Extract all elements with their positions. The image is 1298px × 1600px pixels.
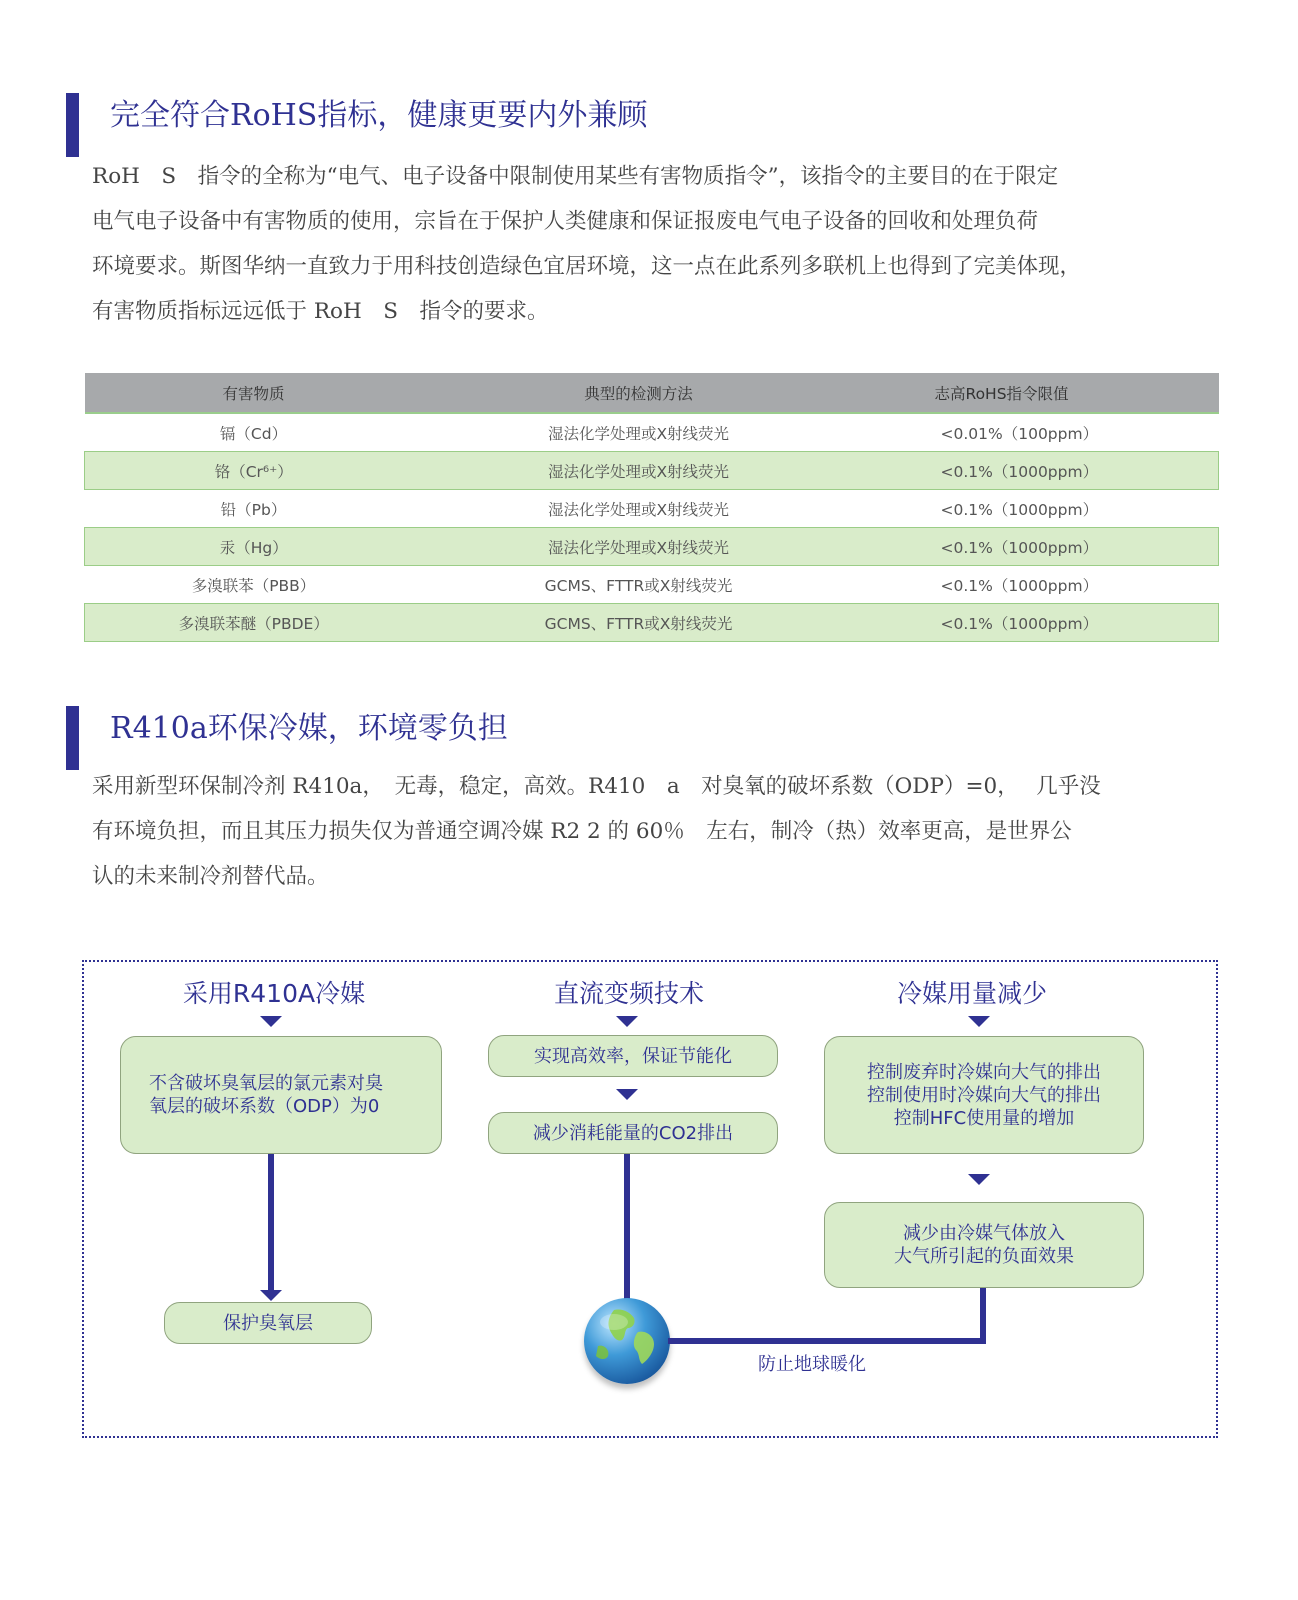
- cell-method: 湿法化学处理或X射线荧光: [547, 500, 730, 519]
- rohs-paragraph: [92, 154, 1202, 334]
- benefit-flow-diagram: [82, 960, 1218, 1438]
- paragraph-line: 有害物质指标远远低于 RoH S 指令的要求。: [92, 299, 549, 324]
- cell-limit: <0.01%（100ppm）: [940, 424, 1099, 443]
- paragraph-line: 采用新型环保制冷剂 R410a， 无毒，稳定，高效。R410 a 对臭氧的破坏系数（ODP）=0， 几乎没: [92, 774, 1101, 799]
- column-heading-r410a: 采用R410A冷媒: [182, 979, 366, 1008]
- box-line: 不含破坏臭氧层的氯元素对臭: [149, 1073, 383, 1094]
- box-label: 减少消耗能量的CO2排出: [532, 1122, 734, 1144]
- table-row: [85, 490, 1219, 528]
- table-row: [85, 528, 1219, 566]
- cell-method: 湿法化学处理或X射线荧光: [547, 424, 730, 443]
- box-line: 大气所引起的负面效果: [894, 1246, 1074, 1267]
- box-line: 控制HFC使用量的增加: [893, 1107, 1075, 1129]
- cell-substance: 多溴联苯（PBB）: [191, 576, 316, 595]
- cell-method: 湿法化学处理或X射线荧光: [423, 452, 855, 490]
- header-substance: 有害物质: [85, 373, 423, 413]
- paragraph-line: 环境要求。斯图华纳一直致力于用科技创造绿色宜居环境，这一点在此系列多联机上也得到了完美体现，: [92, 254, 1082, 279]
- box-line: 氧层的破坏系数（ODP）为0: [149, 1096, 380, 1117]
- column-heading-less-refrigerant: 冷媒用量减少: [896, 979, 1047, 1008]
- negative-effect-box: [824, 1202, 1144, 1288]
- co2-box: [488, 1112, 778, 1154]
- section-title-r410a: R410a环保冷媒，环境零负担: [110, 711, 508, 746]
- earth-globe-icon: [584, 1298, 670, 1384]
- cell-limit: <0.1%（1000ppm）: [940, 500, 1099, 519]
- column-heading-dc-inverter: 直流变频技术: [553, 979, 704, 1008]
- cell-substance: 镉（Cd）: [219, 424, 288, 443]
- cell-limit: <0.1%（1000ppm）: [855, 528, 1219, 566]
- r410a-paragraph: [92, 764, 1202, 899]
- cell-substance: 铬（Cr⁶⁺）: [85, 452, 423, 490]
- table-row: [85, 413, 1219, 452]
- table-row: [85, 604, 1219, 642]
- header-limit: 志高RoHS指令限值: [855, 373, 1219, 413]
- cell-limit: <0.1%（1000ppm）: [855, 452, 1219, 490]
- emission-control-box: [824, 1036, 1144, 1154]
- arrow-down-icon: [260, 1016, 282, 1027]
- table-header-row: [85, 373, 1219, 413]
- connector-line: [980, 1288, 986, 1344]
- cell-limit: <0.1%（1000ppm）: [940, 576, 1099, 595]
- box-line: 控制废弃时冷媒向大气的排出: [867, 1061, 1101, 1083]
- box-label: 实现高效率，保证节能化: [534, 1045, 732, 1067]
- box-label: 保护臭氧层: [223, 1312, 313, 1334]
- arrow-down-icon: [968, 1174, 990, 1185]
- cell-method: GCMS、FTTR或X射线荧光: [544, 576, 733, 595]
- paragraph-line: 有环境负担，而且其压力损失仅为普通空调冷媒 R2 2 的 60％ 左右，制冷（热）效率更高，是世界公: [92, 819, 1072, 844]
- table-row: [85, 566, 1219, 604]
- paragraph-line: 电气电子设备中有害物质的使用，宗旨在于保护人类健康和保证报废电气电子设备的回收和处理负荷: [92, 209, 1039, 234]
- arrow-down-icon: [616, 1016, 638, 1027]
- connector-line: [668, 1338, 986, 1344]
- efficiency-box: [488, 1035, 778, 1077]
- box-line: 控制使用时冷媒向大气的排出: [867, 1084, 1101, 1106]
- section-marker-bar: [66, 706, 79, 770]
- connector-line: [268, 1154, 274, 1294]
- paragraph-line: RoH S 指令的全称为“电气、电子设备中限制使用某些有害物质指令”，该指令的主要目的在于限定: [92, 164, 1059, 189]
- header-method: 典型的检测方法: [423, 373, 855, 413]
- arrow-down-icon: [260, 1290, 282, 1301]
- protect-ozone-box: [164, 1302, 372, 1344]
- connector-line: [624, 1154, 630, 1302]
- table-row: [85, 452, 1219, 490]
- odp-info-box: [120, 1036, 442, 1154]
- paragraph-line: 认的未来制冷剂替代品。: [92, 864, 329, 889]
- cell-substance: 多溴联苯醚（PBDE）: [85, 604, 423, 642]
- arrow-down-icon: [968, 1016, 990, 1027]
- section-title-rohs: 完全符合RoHS指标，健康更要内外兼顾: [110, 98, 648, 133]
- cell-limit: <0.1%（1000ppm）: [855, 604, 1219, 642]
- rohs-limit-table: [84, 373, 1219, 642]
- cell-substance: 汞（Hg）: [85, 528, 423, 566]
- arrow-down-icon: [616, 1089, 638, 1100]
- cell-method: GCMS、FTTR或X射线荧光: [423, 604, 855, 642]
- box-line: 减少由冷媒气体放入: [903, 1223, 1065, 1244]
- section-marker-bar: [66, 93, 79, 157]
- cell-method: 湿法化学处理或X射线荧光: [423, 528, 855, 566]
- cell-substance: 铅（Pb）: [220, 500, 287, 519]
- globe-label: 防止地球暖化: [758, 1354, 866, 1375]
